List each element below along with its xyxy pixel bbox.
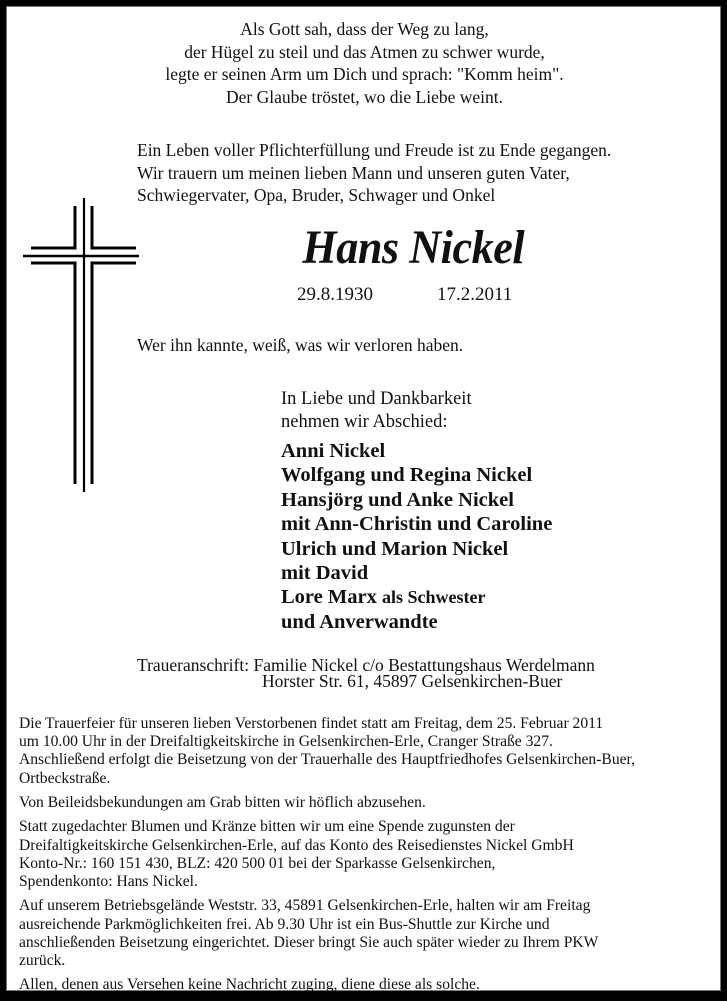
mourner-sister bbox=[281, 585, 552, 609]
farewell-line: In Liebe und Dankbarkeit bbox=[281, 389, 472, 409]
poem-line: Als Gott sah, dass der Weg zu lang, bbox=[240, 19, 489, 39]
mourner: Anni Nickel bbox=[281, 440, 386, 462]
details-line: Anschließend erfolgt die Beisetzung von der Trauerhalle des Hauptfriedhofes Gelsenkirchen-Buer, bbox=[19, 751, 636, 769]
details-line: Konto-Nr.: 160 151 430, BLZ: 420 500 01 bei der Sparkasse Gelsenkirchen, bbox=[19, 854, 496, 872]
details-line: Dreifaltigkeitskirche Gelsenkirchen-Erle, auf das Konto des Reisedienstes Nickel GmbH bbox=[19, 836, 574, 854]
poem-line: der Hügel zu steil und das Atmen zu schwer wurde, bbox=[184, 41, 545, 62]
details-paragraph bbox=[19, 715, 709, 788]
mourner: Wolfgang und Regina Nickel bbox=[281, 464, 533, 487]
deceased-name: Hans Nickel bbox=[302, 221, 525, 274]
intro-line: Ein Leben voller Pflichterfüllung und Freude ist zu Ende gegangen. bbox=[137, 140, 612, 160]
mourners-list bbox=[281, 439, 552, 634]
details-line: Ortbeckstraße. bbox=[19, 769, 111, 787]
details-line: Spendenkonto: Hans Nickel. bbox=[19, 873, 198, 890]
death-date: 17.2.2011 bbox=[437, 284, 513, 305]
birth-date: 29.8.1930 bbox=[297, 284, 373, 305]
details-line: Statt zugedachter Blumen und Kränze bitten wir um eine Spende zugunsten der bbox=[19, 818, 515, 836]
farewell-text bbox=[281, 388, 472, 433]
poem-line: Der Glaube tröstet, wo die Liebe weint. bbox=[226, 86, 503, 107]
mourner: mit Ann-Christin und Caroline bbox=[281, 513, 553, 536]
memorial-quote: Wer ihn kannte, weiß, was wir verloren haben. bbox=[137, 335, 464, 355]
details-line: Von Beileidsbekundungen am Grab bitten wir höflich abzusehen. bbox=[19, 794, 426, 811]
mourner: und Anverwandte bbox=[281, 610, 438, 633]
poem-line: legte er seinen Arm um Dich und sprach: "Komm heim". bbox=[165, 64, 564, 84]
address-line-2: Horster Str. 61, 45897 Gelsenkirchen-Buer bbox=[262, 671, 563, 691]
intro-text bbox=[137, 139, 611, 207]
details-paragraph bbox=[19, 976, 709, 994]
details-line: Allen, denen aus Versehen keine Nachricht zuging, diene diese als solche. bbox=[19, 976, 480, 994]
funeral-details bbox=[19, 715, 709, 1001]
sister-relation: als Schwester bbox=[381, 587, 486, 608]
details-line: um 10.00 Uhr in der Dreifaltigkeitskirche in Gelsenkirchen-Erle, Cranger Straße 327. bbox=[19, 733, 553, 751]
details-line: zurück. bbox=[19, 952, 66, 969]
poem bbox=[7, 18, 722, 108]
details-line: ausreichende Parkmöglichkeiten frei. Ab 9.30 Uhr ist ein Bus-Shuttle zur Kirche und bbox=[19, 915, 550, 933]
address-line-1: Traueranschrift: Familie Nickel c/o Bestattungshaus Werdelmann bbox=[137, 655, 595, 675]
details-paragraph bbox=[19, 897, 709, 970]
mourner: Ulrich und Marion Nickel bbox=[281, 537, 509, 560]
details-paragraph bbox=[19, 794, 709, 812]
details-line: Auf unserem Betriebsgelände Weststr. 33, 45891 Gelsenkirchen-Erle, halten wir am Freitag bbox=[19, 897, 591, 915]
mourning-address bbox=[137, 657, 595, 689]
details-line: anschließenden Beisetzung eingerichtet. Dieser bringt Sie auch später wieder zu Ihrem PKW bbox=[19, 933, 599, 951]
sister-name: Lore Marx bbox=[281, 586, 377, 609]
details-line: Die Trauerfeier für unseren lieben Verstorbenen findet statt am Freitag, dem 25. Februar 2011 bbox=[19, 715, 604, 732]
obituary-notice bbox=[6, 6, 721, 994]
mourner: Hansjörg und Anke Nickel bbox=[281, 488, 514, 511]
intro-line: Schwiegervater, Opa, Bruder, Schwager und Onkel bbox=[137, 185, 496, 205]
mourner: mit David bbox=[281, 562, 369, 585]
farewell-line: nehmen wir Abschied: bbox=[281, 411, 448, 432]
intro-line: Wir trauern um meinen lieben Mann und unseren guten Vater, bbox=[137, 162, 570, 183]
details-paragraph bbox=[19, 818, 709, 891]
